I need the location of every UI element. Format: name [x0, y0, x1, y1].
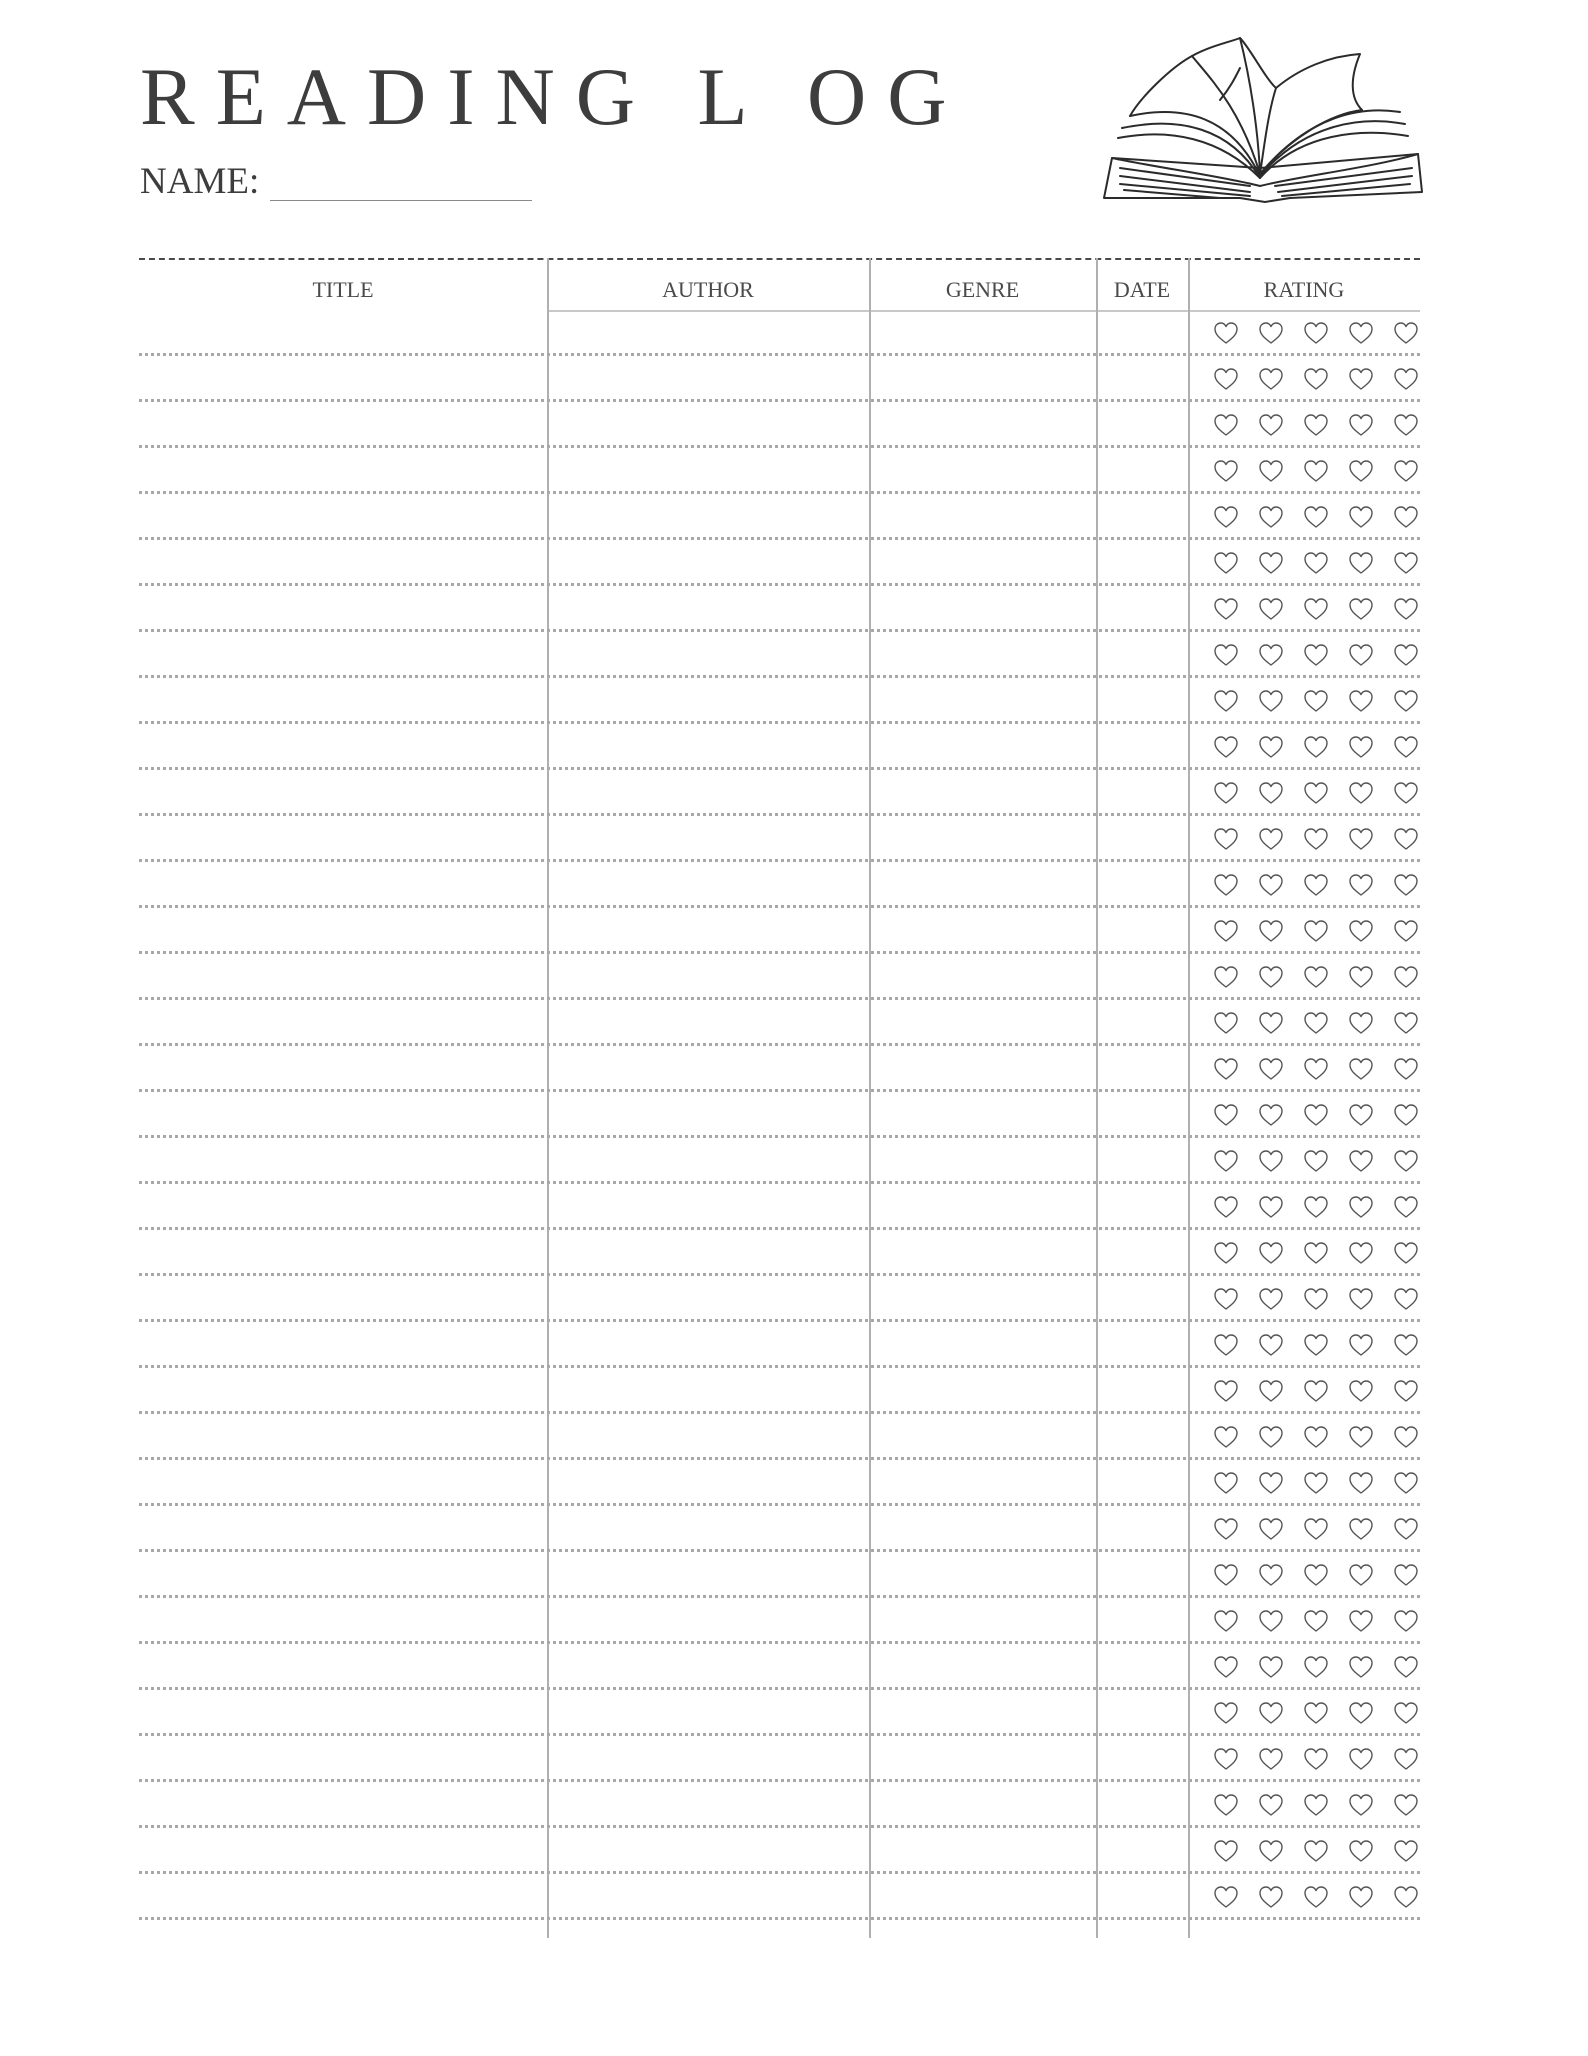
heart-icon[interactable] [1302, 412, 1330, 438]
heart-icon[interactable] [1302, 1470, 1330, 1496]
heart-icon[interactable] [1212, 1286, 1240, 1312]
heart-icon[interactable] [1392, 504, 1420, 530]
rating-hearts [1212, 1606, 1420, 1636]
heart-icon[interactable] [1347, 1378, 1375, 1404]
heart-icon[interactable] [1212, 964, 1240, 990]
heart-icon[interactable] [1302, 1516, 1330, 1542]
rating-hearts [1212, 686, 1420, 716]
name-field[interactable] [270, 200, 532, 201]
table-row[interactable] [139, 1322, 1420, 1368]
rating-hearts [1212, 548, 1420, 578]
heart-icon[interactable] [1212, 1194, 1240, 1220]
table-row[interactable] [139, 1736, 1420, 1782]
table-row[interactable] [139, 1000, 1420, 1046]
heart-icon[interactable] [1392, 1838, 1420, 1864]
heart-icon[interactable] [1347, 642, 1375, 668]
heart-icon[interactable] [1347, 1562, 1375, 1588]
heart-icon[interactable] [1257, 1608, 1285, 1634]
heart-icon[interactable] [1302, 596, 1330, 622]
heart-icon[interactable] [1392, 1424, 1420, 1450]
heart-icon[interactable] [1392, 1332, 1420, 1358]
heart-icon[interactable] [1257, 1562, 1285, 1588]
heart-icon[interactable] [1392, 1700, 1420, 1726]
heart-icon[interactable] [1347, 918, 1375, 944]
heart-icon[interactable] [1347, 1424, 1375, 1450]
heart-icon[interactable] [1392, 458, 1420, 484]
heart-icon[interactable] [1302, 688, 1330, 714]
heart-icon[interactable] [1302, 1792, 1330, 1818]
heart-icon[interactable] [1257, 734, 1285, 760]
table-row[interactable] [139, 770, 1420, 816]
heart-icon[interactable] [1302, 826, 1330, 852]
heart-icon[interactable] [1257, 1378, 1285, 1404]
heart-icon[interactable] [1392, 826, 1420, 852]
heart-icon[interactable] [1347, 504, 1375, 530]
heart-icon[interactable] [1257, 1746, 1285, 1772]
rating-hearts [1212, 1560, 1420, 1590]
heart-icon[interactable] [1392, 412, 1420, 438]
heart-icon[interactable] [1392, 1562, 1420, 1588]
rating-hearts [1212, 1882, 1420, 1912]
heart-icon[interactable] [1347, 1056, 1375, 1082]
heart-icon[interactable] [1212, 872, 1240, 898]
rating-hearts [1212, 1284, 1420, 1314]
page-title: READING L OG [140, 51, 968, 142]
heart-icon[interactable] [1392, 1884, 1420, 1910]
heart-icon[interactable] [1392, 688, 1420, 714]
rating-hearts [1212, 1744, 1420, 1774]
heart-icon[interactable] [1302, 458, 1330, 484]
rating-hearts [1212, 1238, 1420, 1268]
heart-icon[interactable] [1257, 826, 1285, 852]
heart-icon[interactable] [1257, 1884, 1285, 1910]
heart-icon[interactable] [1392, 1056, 1420, 1082]
heart-icon[interactable] [1347, 1332, 1375, 1358]
heart-icon[interactable] [1212, 1102, 1240, 1128]
heart-icon[interactable] [1302, 1424, 1330, 1450]
heart-icon[interactable] [1392, 1516, 1420, 1542]
heart-icon[interactable] [1212, 412, 1240, 438]
heart-icon[interactable] [1347, 1286, 1375, 1312]
heart-icon[interactable] [1257, 550, 1285, 576]
heart-icon[interactable] [1257, 1516, 1285, 1542]
heart-icon[interactable] [1212, 320, 1240, 346]
rating-hearts [1212, 1652, 1420, 1682]
heart-icon[interactable] [1212, 596, 1240, 622]
heart-icon[interactable] [1212, 1010, 1240, 1036]
heart-icon[interactable] [1392, 1746, 1420, 1772]
heart-icon[interactable] [1212, 1608, 1240, 1634]
heart-icon[interactable] [1347, 826, 1375, 852]
heart-icon[interactable] [1257, 1102, 1285, 1128]
heart-icon[interactable] [1212, 1562, 1240, 1588]
heart-icon[interactable] [1302, 1654, 1330, 1680]
heart-icon[interactable] [1347, 1516, 1375, 1542]
heart-icon[interactable] [1392, 1608, 1420, 1634]
rating-hearts [1212, 1054, 1420, 1084]
table-row[interactable] [139, 356, 1420, 402]
heart-icon[interactable] [1257, 1424, 1285, 1450]
heart-icon[interactable] [1347, 458, 1375, 484]
heart-icon[interactable] [1347, 366, 1375, 392]
heart-icon[interactable] [1257, 1654, 1285, 1680]
heart-icon[interactable] [1392, 1378, 1420, 1404]
heart-icon[interactable] [1392, 642, 1420, 668]
heart-icon[interactable] [1257, 1700, 1285, 1726]
rating-hearts [1212, 824, 1420, 854]
column-header-date: DATE [1113, 277, 1171, 302]
heart-icon[interactable] [1392, 550, 1420, 576]
heart-icon[interactable] [1257, 688, 1285, 714]
heart-icon[interactable] [1257, 412, 1285, 438]
heart-icon[interactable] [1347, 872, 1375, 898]
rating-hearts [1212, 732, 1420, 762]
table-row[interactable] [139, 1782, 1420, 1828]
table-row[interactable] [139, 954, 1420, 1000]
table-row[interactable] [139, 1552, 1420, 1598]
heart-icon[interactable] [1392, 1194, 1420, 1220]
heart-icon[interactable] [1212, 550, 1240, 576]
table-row[interactable] [139, 1598, 1420, 1644]
heart-icon[interactable] [1392, 320, 1420, 346]
heart-icon[interactable] [1212, 1470, 1240, 1496]
rating-hearts [1212, 1100, 1420, 1130]
heart-icon[interactable] [1212, 826, 1240, 852]
rating-hearts [1212, 1376, 1420, 1406]
rating-hearts [1212, 1422, 1420, 1452]
heart-icon[interactable] [1347, 1194, 1375, 1220]
heart-icon[interactable] [1257, 780, 1285, 806]
heart-icon[interactable] [1257, 642, 1285, 668]
heart-icon[interactable] [1212, 1240, 1240, 1266]
heart-icon[interactable] [1257, 320, 1285, 346]
heart-icon[interactable] [1257, 1332, 1285, 1358]
heart-icon[interactable] [1302, 872, 1330, 898]
table-row[interactable] [139, 1644, 1420, 1690]
heart-icon[interactable] [1347, 1884, 1375, 1910]
heart-icon[interactable] [1392, 1240, 1420, 1266]
heart-icon[interactable] [1212, 1792, 1240, 1818]
heart-icon[interactable] [1392, 1792, 1420, 1818]
heart-icon[interactable] [1257, 1286, 1285, 1312]
heart-icon[interactable] [1302, 1102, 1330, 1128]
table-row[interactable] [139, 632, 1420, 678]
table-row[interactable] [139, 908, 1420, 954]
heart-icon[interactable] [1257, 918, 1285, 944]
rating-hearts [1212, 318, 1420, 348]
heart-icon[interactable] [1302, 550, 1330, 576]
heart-icon[interactable] [1347, 1148, 1375, 1174]
heart-icon[interactable] [1257, 1010, 1285, 1036]
heart-icon[interactable] [1257, 1792, 1285, 1818]
heart-icon[interactable] [1302, 1240, 1330, 1266]
table-row[interactable] [139, 862, 1420, 908]
table-row[interactable] [139, 1828, 1420, 1874]
heart-icon[interactable] [1347, 1838, 1375, 1864]
table-row[interactable] [139, 494, 1420, 540]
heart-icon[interactable] [1302, 1148, 1330, 1174]
table-row[interactable] [139, 1460, 1420, 1506]
top-rule [139, 258, 1420, 260]
heart-icon[interactable] [1302, 964, 1330, 990]
heart-icon[interactable] [1212, 1516, 1240, 1542]
table-row[interactable] [139, 816, 1420, 862]
table-row[interactable] [139, 1092, 1420, 1138]
heart-icon[interactable] [1392, 1102, 1420, 1128]
heart-icon[interactable] [1302, 1010, 1330, 1036]
heart-icon[interactable] [1347, 734, 1375, 760]
heart-icon[interactable] [1212, 780, 1240, 806]
heart-icon[interactable] [1212, 1378, 1240, 1404]
rating-hearts [1212, 1008, 1420, 1038]
heart-icon[interactable] [1392, 596, 1420, 622]
heart-icon[interactable] [1302, 1056, 1330, 1082]
heart-icon[interactable] [1347, 780, 1375, 806]
heart-icon[interactable] [1302, 780, 1330, 806]
column-header-title: TITLE [312, 277, 374, 302]
heart-icon[interactable] [1347, 964, 1375, 990]
rating-hearts [1212, 1836, 1420, 1866]
heart-icon[interactable] [1257, 366, 1285, 392]
heart-icon[interactable] [1392, 366, 1420, 392]
heart-icon[interactable] [1257, 1838, 1285, 1864]
heart-icon[interactable] [1257, 504, 1285, 530]
heart-icon[interactable] [1347, 1010, 1375, 1036]
heart-icon[interactable] [1347, 1102, 1375, 1128]
rating-hearts [1212, 1330, 1420, 1360]
heart-icon[interactable] [1212, 458, 1240, 484]
heart-icon[interactable] [1392, 918, 1420, 944]
table-row[interactable] [139, 1506, 1420, 1552]
heart-icon[interactable] [1257, 1470, 1285, 1496]
heart-icon[interactable] [1302, 320, 1330, 346]
heart-icon[interactable] [1257, 1148, 1285, 1174]
heart-icon[interactable] [1302, 918, 1330, 944]
heart-icon[interactable] [1212, 734, 1240, 760]
rating-hearts [1212, 364, 1420, 394]
heart-icon[interactable] [1302, 1194, 1330, 1220]
heart-icon[interactable] [1302, 1746, 1330, 1772]
heart-icon[interactable] [1212, 1654, 1240, 1680]
heart-icon[interactable] [1212, 642, 1240, 668]
heart-icon[interactable] [1392, 1010, 1420, 1036]
heart-icon[interactable] [1392, 1286, 1420, 1312]
heart-icon[interactable] [1257, 1056, 1285, 1082]
heart-icon[interactable] [1347, 1608, 1375, 1634]
table-row[interactable] [139, 1230, 1420, 1276]
heart-icon[interactable] [1257, 596, 1285, 622]
table-row[interactable] [139, 310, 1420, 356]
table-row[interactable] [139, 724, 1420, 770]
rating-hearts [1212, 870, 1420, 900]
heart-icon[interactable] [1392, 780, 1420, 806]
heart-icon[interactable] [1257, 872, 1285, 898]
heart-icon[interactable] [1257, 1240, 1285, 1266]
heart-icon[interactable] [1212, 1700, 1240, 1726]
heart-icon[interactable] [1347, 1470, 1375, 1496]
rating-hearts [1212, 594, 1420, 624]
heart-icon[interactable] [1347, 412, 1375, 438]
table-row[interactable] [139, 448, 1420, 494]
heart-icon[interactable] [1392, 1470, 1420, 1496]
heart-icon[interactable] [1212, 1424, 1240, 1450]
heart-icon[interactable] [1212, 688, 1240, 714]
rating-hearts [1212, 1514, 1420, 1544]
column-header-author: AUTHOR [662, 277, 754, 302]
heart-icon[interactable] [1392, 964, 1420, 990]
heart-icon[interactable] [1257, 964, 1285, 990]
table-row[interactable] [139, 1184, 1420, 1230]
reading-log-table [139, 258, 1420, 1938]
heart-icon[interactable] [1212, 1332, 1240, 1358]
table-row[interactable] [139, 540, 1420, 586]
heart-icon[interactable] [1257, 458, 1285, 484]
heart-icon[interactable] [1347, 1240, 1375, 1266]
rating-hearts [1212, 410, 1420, 440]
column-header-rating: RATING [1263, 277, 1345, 302]
heart-icon[interactable] [1347, 550, 1375, 576]
rating-hearts [1212, 1468, 1420, 1498]
column-header-genre: GENRE [945, 277, 1020, 302]
heart-icon[interactable] [1302, 1838, 1330, 1864]
heart-icon[interactable] [1302, 1700, 1330, 1726]
rating-hearts [1212, 916, 1420, 946]
table-row[interactable] [139, 1368, 1420, 1414]
heart-icon[interactable] [1392, 1148, 1420, 1174]
table-row[interactable] [139, 678, 1420, 724]
rating-hearts [1212, 1790, 1420, 1820]
heart-icon[interactable] [1302, 1332, 1330, 1358]
row-dotted-rule [139, 1917, 1420, 1920]
heart-icon[interactable] [1347, 1746, 1375, 1772]
heart-icon[interactable] [1302, 504, 1330, 530]
heart-icon[interactable] [1347, 1792, 1375, 1818]
rating-hearts [1212, 502, 1420, 532]
rating-hearts [1212, 1698, 1420, 1728]
heart-icon[interactable] [1302, 1608, 1330, 1634]
table-row[interactable] [139, 1276, 1420, 1322]
table-row[interactable] [139, 1046, 1420, 1092]
rating-hearts [1212, 1146, 1420, 1176]
rating-hearts [1212, 1192, 1420, 1222]
heart-icon[interactable] [1392, 1654, 1420, 1680]
open-book-icon [1100, 18, 1430, 206]
heart-icon[interactable] [1302, 366, 1330, 392]
heart-icon[interactable] [1257, 1194, 1285, 1220]
heart-icon[interactable] [1302, 1884, 1330, 1910]
name-label: NAME: [140, 161, 260, 202]
heart-icon[interactable] [1212, 1056, 1240, 1082]
table-row[interactable] [139, 402, 1420, 448]
rating-hearts [1212, 640, 1420, 670]
heart-icon[interactable] [1347, 320, 1375, 346]
heart-icon[interactable] [1347, 596, 1375, 622]
heart-icon[interactable] [1302, 1562, 1330, 1588]
rating-hearts [1212, 778, 1420, 808]
heart-icon[interactable] [1212, 366, 1240, 392]
table-row[interactable] [139, 1414, 1420, 1460]
heart-icon[interactable] [1392, 734, 1420, 760]
heart-icon[interactable] [1347, 1654, 1375, 1680]
heart-icon[interactable] [1302, 642, 1330, 668]
heart-icon[interactable] [1212, 1838, 1240, 1864]
heart-icon[interactable] [1212, 1884, 1240, 1910]
table-row[interactable] [139, 1874, 1420, 1920]
heart-icon[interactable] [1212, 918, 1240, 944]
table-row[interactable] [139, 1690, 1420, 1736]
table-row[interactable] [139, 1138, 1420, 1184]
heart-icon[interactable] [1212, 504, 1240, 530]
heart-icon[interactable] [1302, 734, 1330, 760]
rating-hearts [1212, 456, 1420, 486]
heart-icon[interactable] [1302, 1378, 1330, 1404]
heart-icon[interactable] [1347, 1700, 1375, 1726]
heart-icon[interactable] [1347, 688, 1375, 714]
heart-icon[interactable] [1212, 1148, 1240, 1174]
rating-hearts [1212, 962, 1420, 992]
table-row[interactable] [139, 586, 1420, 632]
heart-icon[interactable] [1212, 1746, 1240, 1772]
heart-icon[interactable] [1302, 1286, 1330, 1312]
heart-icon[interactable] [1392, 872, 1420, 898]
